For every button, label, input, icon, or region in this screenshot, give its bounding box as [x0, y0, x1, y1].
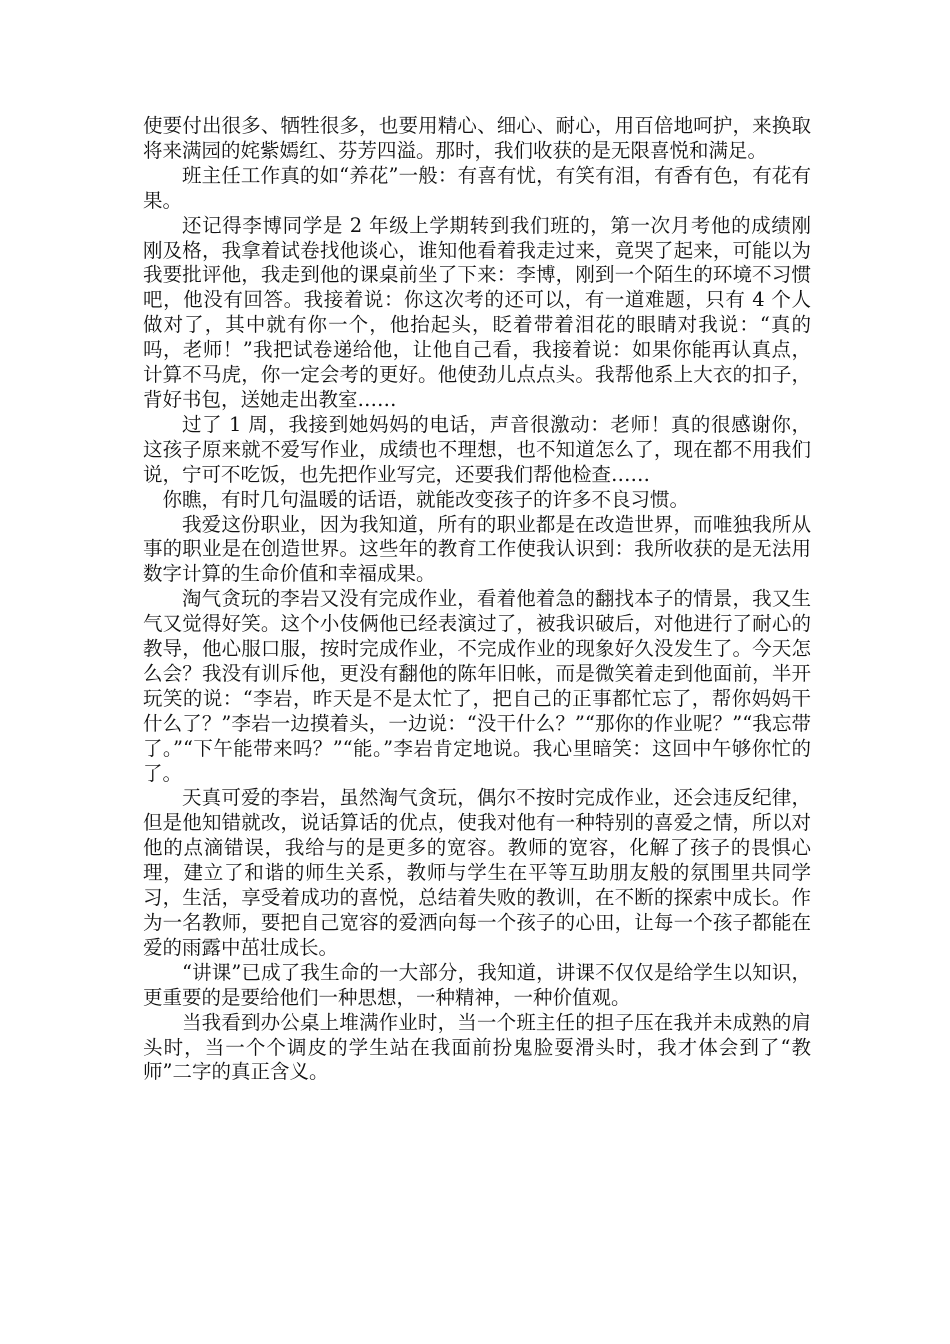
paragraph-9: “讲课”已成了我生命的一大部分，我知道，讲课不仅仅是给学生以知识，更重要的是要给他们一种思想，一种精神，一种价值观。	[143, 960, 811, 1009]
paragraph-6: 我爱这份职业，因为我知道，所有的职业都是在改造世界，而唯独我所从事的职业是在创造世界。这些年的教育工作使我认识到：我所收获的是无法用数字计算的生命价值和幸福成果。	[143, 512, 811, 586]
paragraph-4: 过了 1 周，我接到她妈妈的电话，声音很激动：老师！真的很感谢你，这孩子原来就不爱写作业，成绩也不理想，也不知道怎么了，现在都不用我们说，宁可不吃饭，也先把作业写完，还要我们帮他检查……	[143, 412, 811, 486]
paragraph-2: 班主任工作真的如“养花”一般：有喜有忧，有笑有泪，有香有色，有花有果。	[143, 163, 811, 212]
paragraph-1: 使要付出很多、牺牲很多，也要用精心、细心、耐心，用百倍地呵护，来换取将来满园的姹紫嫣红、芬芳四溢。那时，我们收获的是无限喜悦和满足。	[143, 114, 811, 162]
document-page	[143, 114, 811, 1085]
paragraph-10: 当我看到办公桌上堆满作业时，当一个班主任的担子压在我并未成熟的肩头时，当一个个调皮的学生站在我面前扮鬼脸耍滑头时，我才体会到了“教师”二字的真正含义。	[143, 1010, 811, 1084]
paragraph-3: 还记得李博同学是 2 年级上学期转到我们班的，第一次月考他的成绩刚刚及格，我拿着试卷找他谈心，谁知他看着我走过来，竟哭了起来，可能以为我要批评他，我走到他的课桌前坐了下来：李博，刚到一个陌生的环境不习惯吧，他没有回答。我接着说：你这次考的还可以，有一道难题，只有 4 个人做对了，其中就有你一个，他抬起头，眨着带着泪花的眼睛对我说：“真的吗，老师！”我把试卷递给他，让他自己看，我接着说：如果你能再认真点，计算不马虎，你一定会考的更好。他使劲儿点点头。我帮他系上大衣的扣子，背好书包，送她走出教室……	[143, 213, 811, 411]
paragraph-5: 你瞧，有时几句温暖的话语，就能改变孩子的许多不良习惯。	[162, 487, 690, 511]
paragraph-7: 淘气贪玩的李岩又没有完成作业，看着他着急的翻找本子的情景，我又生气又觉得好笑。这个小伎俩他已经表演过了，被我识破后，对他进行了耐心的教导，他心服口服，按时完成作业，不完成作业的现象好久没发生了。今天怎么会？我没有训斥他，更没有翻他的陈年旧帐，而是微笑着走到他面前，半开玩笑的说：“李岩，昨天是不是太忙了，把自己的正事都忙忘了，帮你妈妈干什么了？”李岩一边摸着头，一边说：“没干什么？”“那你的作业呢？”“我忘带了。”“下午能带来吗？”“能。”李岩肯定地说。我心里暗笑：这回中午够你忙的了。	[143, 587, 811, 785]
paragraph-8: 天真可爱的李岩，虽然淘气贪玩，偶尔不按时完成作业，还会违反纪律，但是他知错就改，说话算话的优点，使我对他有一种特别的喜爱之情，所以对他的点滴错误，我给与的是更多的宽容。教师的宽容，化解了孩子的畏惧心理，建立了和谐的师生关系，教师与学生在平等互助朋友般的氛围里共同学习，生活，享受着成功的喜悦，总结着失败的教训，在不断的探索中成长。作为一名教师，要把自己宽容的爱洒向每一个孩子的心田，让每一个孩子都能在爱的雨露中茁壮成长。	[143, 786, 811, 959]
